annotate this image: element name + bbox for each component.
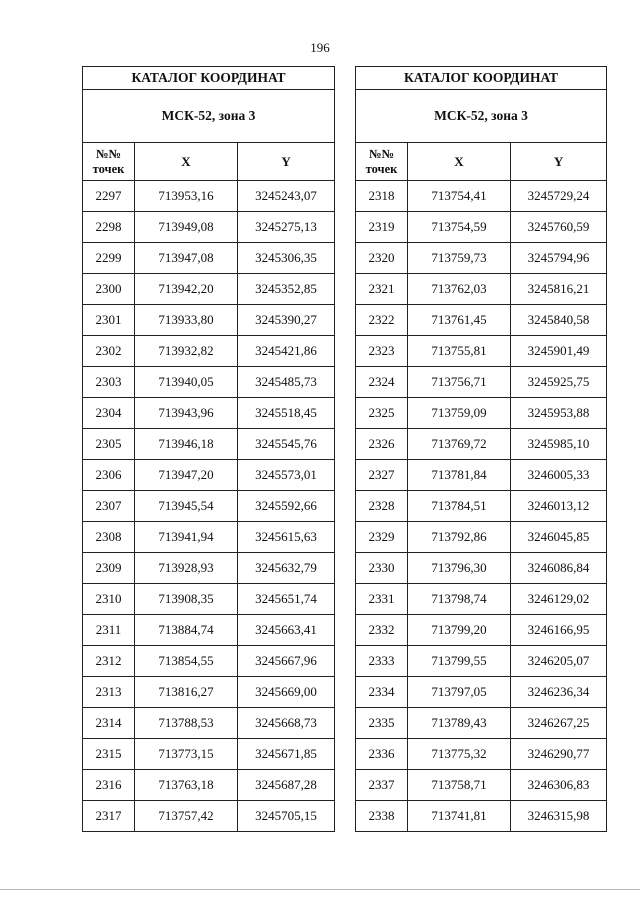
table-row: [83, 615, 335, 646]
cell-point-number: 2324: [356, 367, 408, 398]
cell-y: 3246315,98: [511, 801, 607, 832]
table-row: [356, 770, 607, 801]
cell-y: 3245306,35: [238, 243, 335, 274]
cell-x: 713796,30: [408, 553, 511, 584]
cell-x: 713933,80: [135, 305, 238, 336]
table-row: [83, 770, 335, 801]
cell-point-number: 2299: [83, 243, 135, 274]
cell-x: 713946,18: [135, 429, 238, 460]
cell-x: 713781,84: [408, 460, 511, 491]
cell-y: 3245840,58: [511, 305, 607, 336]
table-row: [356, 491, 607, 522]
cell-point-number: 2304: [83, 398, 135, 429]
cell-point-number: 2297: [83, 181, 135, 212]
catalog-title: КАТАЛОГ КООРДИНАТ: [356, 67, 607, 90]
cell-y: 3246045,85: [511, 522, 607, 553]
table-row: [356, 522, 607, 553]
cell-point-number: 2308: [83, 522, 135, 553]
cell-y: 3245663,41: [238, 615, 335, 646]
cell-point-number: 2326: [356, 429, 408, 460]
cell-x: 713816,27: [135, 677, 238, 708]
cell-x: 713792,86: [408, 522, 511, 553]
cell-point-number: 2314: [83, 708, 135, 739]
cell-point-number: 2312: [83, 646, 135, 677]
table-row: [356, 677, 607, 708]
cell-x: 713759,09: [408, 398, 511, 429]
cell-y: 3245925,75: [511, 367, 607, 398]
table-row: [356, 615, 607, 646]
cell-y: 3245545,76: [238, 429, 335, 460]
cell-point-number: 2330: [356, 553, 408, 584]
cell-point-number: 2311: [83, 615, 135, 646]
catalog-subtitle: МСК-52, зона 3: [83, 90, 335, 143]
cell-y: 3245794,96: [511, 243, 607, 274]
table-row: [356, 367, 607, 398]
cell-point-number: 2325: [356, 398, 408, 429]
cell-y: 3245729,24: [511, 181, 607, 212]
cell-y: 3246306,83: [511, 770, 607, 801]
cell-point-number: 2302: [83, 336, 135, 367]
table-row: [356, 398, 607, 429]
cell-point-number: 2313: [83, 677, 135, 708]
cell-y: 3245705,15: [238, 801, 335, 832]
cell-point-number: 2315: [83, 739, 135, 770]
cell-y: 3246166,95: [511, 615, 607, 646]
table-row: [356, 460, 607, 491]
cell-point-number: 2322: [356, 305, 408, 336]
cell-x: 713953,16: [135, 181, 238, 212]
cell-y: 3245615,63: [238, 522, 335, 553]
cell-x: 713949,08: [135, 212, 238, 243]
cell-point-number: 2334: [356, 677, 408, 708]
cell-x: 713947,20: [135, 460, 238, 491]
cell-y: 3245816,21: [511, 274, 607, 305]
cell-point-number: 2319: [356, 212, 408, 243]
cell-x: 713757,42: [135, 801, 238, 832]
catalog-title: КАТАЛОГ КООРДИНАТ: [83, 67, 335, 90]
table-row: [356, 801, 607, 832]
table-row: [83, 398, 335, 429]
catalog-subtitle: МСК-52, зона 3: [356, 90, 607, 143]
table-row: [83, 305, 335, 336]
cell-y: 3245985,10: [511, 429, 607, 460]
cell-x: 713932,82: [135, 336, 238, 367]
table-row: [83, 336, 335, 367]
table-row: [83, 274, 335, 305]
cell-y: 3245518,45: [238, 398, 335, 429]
cell-y: 3245651,74: [238, 584, 335, 615]
cell-point-number: 2337: [356, 770, 408, 801]
cell-point-number: 2301: [83, 305, 135, 336]
cell-x: 713941,94: [135, 522, 238, 553]
table-row: [83, 553, 335, 584]
cell-x: 713758,71: [408, 770, 511, 801]
column-header-y: Y: [511, 143, 607, 181]
cell-point-number: 2307: [83, 491, 135, 522]
cell-point-number: 2329: [356, 522, 408, 553]
cell-y: 3246005,33: [511, 460, 607, 491]
page-bottom-divider: [0, 889, 640, 890]
column-header-x: X: [135, 143, 238, 181]
cell-point-number: 2331: [356, 584, 408, 615]
coordinate-catalog-table-right: [355, 66, 607, 832]
cell-x: 713943,96: [135, 398, 238, 429]
table-row: [356, 739, 607, 770]
table-row: [83, 367, 335, 398]
table-row: [356, 708, 607, 739]
table-row: [83, 243, 335, 274]
cell-y: 3245667,96: [238, 646, 335, 677]
page-number: 196: [310, 40, 330, 55]
cell-point-number: 2338: [356, 801, 408, 832]
table-row: [83, 491, 335, 522]
table-row: [83, 677, 335, 708]
cell-x: 713756,71: [408, 367, 511, 398]
cell-x: 713759,73: [408, 243, 511, 274]
cell-x: 713799,55: [408, 646, 511, 677]
cell-y: 3245573,01: [238, 460, 335, 491]
table-row: [83, 584, 335, 615]
column-header-x: X: [408, 143, 511, 181]
cell-y: 3245390,27: [238, 305, 335, 336]
cell-point-number: 2332: [356, 615, 408, 646]
cell-x: 713908,35: [135, 584, 238, 615]
cell-x: 713940,05: [135, 367, 238, 398]
cell-y: 3245352,85: [238, 274, 335, 305]
cell-x: 713789,43: [408, 708, 511, 739]
cell-point-number: 2309: [83, 553, 135, 584]
cell-y: 3245243,07: [238, 181, 335, 212]
cell-point-number: 2336: [356, 739, 408, 770]
cell-y: 3245760,59: [511, 212, 607, 243]
cell-y: 3245632,79: [238, 553, 335, 584]
table-row: [356, 553, 607, 584]
table-row: [83, 460, 335, 491]
cell-x: 713762,03: [408, 274, 511, 305]
cell-point-number: 2306: [83, 460, 135, 491]
cell-x: 713761,45: [408, 305, 511, 336]
cell-y: 3246086,84: [511, 553, 607, 584]
cell-x: 713947,08: [135, 243, 238, 274]
table-row: [83, 181, 335, 212]
cell-y: 3245668,73: [238, 708, 335, 739]
cell-point-number: 2318: [356, 181, 408, 212]
cell-x: 713945,54: [135, 491, 238, 522]
cell-point-number: 2298: [83, 212, 135, 243]
cell-x: 713799,20: [408, 615, 511, 646]
cell-y: 3246236,34: [511, 677, 607, 708]
table-row: [356, 584, 607, 615]
cell-point-number: 2321: [356, 274, 408, 305]
cell-point-number: 2317: [83, 801, 135, 832]
cell-y: 3246129,02: [511, 584, 607, 615]
cell-y: 3246267,25: [511, 708, 607, 739]
cell-point-number: 2316: [83, 770, 135, 801]
cell-y: 3245687,28: [238, 770, 335, 801]
cell-x: 713769,72: [408, 429, 511, 460]
table-row: [356, 646, 607, 677]
cell-y: 3245421,86: [238, 336, 335, 367]
cell-x: 713775,32: [408, 739, 511, 770]
cell-y: 3245669,00: [238, 677, 335, 708]
column-header-point-number: №№ точек: [83, 143, 135, 181]
table-row: [83, 212, 335, 243]
coordinate-catalog-table-left: [82, 66, 335, 832]
table-row: [83, 646, 335, 677]
cell-point-number: 2300: [83, 274, 135, 305]
table-row: [356, 243, 607, 274]
cell-x: 713763,18: [135, 770, 238, 801]
cell-x: 713741,81: [408, 801, 511, 832]
cell-y: 3245953,88: [511, 398, 607, 429]
cell-x: 713884,74: [135, 615, 238, 646]
cell-point-number: 2310: [83, 584, 135, 615]
cell-y: 3246205,07: [511, 646, 607, 677]
cell-x: 713942,20: [135, 274, 238, 305]
cell-x: 713928,93: [135, 553, 238, 584]
cell-point-number: 2305: [83, 429, 135, 460]
cell-y: 3245901,49: [511, 336, 607, 367]
cell-y: 3246290,77: [511, 739, 607, 770]
cell-point-number: 2333: [356, 646, 408, 677]
cell-x: 713784,51: [408, 491, 511, 522]
cell-x: 713854,55: [135, 646, 238, 677]
cell-point-number: 2320: [356, 243, 408, 274]
cell-y: 3245275,13: [238, 212, 335, 243]
column-header-point-number: №№ точек: [356, 143, 408, 181]
cell-x: 713755,81: [408, 336, 511, 367]
cell-x: 713798,74: [408, 584, 511, 615]
cell-x: 713754,59: [408, 212, 511, 243]
table-row: [83, 708, 335, 739]
cell-y: 3245592,66: [238, 491, 335, 522]
cell-point-number: 2335: [356, 708, 408, 739]
cell-x: 713754,41: [408, 181, 511, 212]
cell-point-number: 2303: [83, 367, 135, 398]
column-header-y: Y: [238, 143, 335, 181]
table-row: [83, 739, 335, 770]
table-row: [356, 336, 607, 367]
table-row: [356, 305, 607, 336]
cell-y: 3245671,85: [238, 739, 335, 770]
cell-point-number: 2328: [356, 491, 408, 522]
table-row: [356, 274, 607, 305]
cell-y: 3245485,73: [238, 367, 335, 398]
table-row: [83, 522, 335, 553]
cell-y: 3246013,12: [511, 491, 607, 522]
table-row: [356, 212, 607, 243]
cell-x: 713797,05: [408, 677, 511, 708]
cell-point-number: 2327: [356, 460, 408, 491]
cell-x: 713788,53: [135, 708, 238, 739]
table-row: [356, 181, 607, 212]
table-row: [83, 801, 335, 832]
cell-x: 713773,15: [135, 739, 238, 770]
cell-point-number: 2323: [356, 336, 408, 367]
table-row: [83, 429, 335, 460]
table-row: [356, 429, 607, 460]
